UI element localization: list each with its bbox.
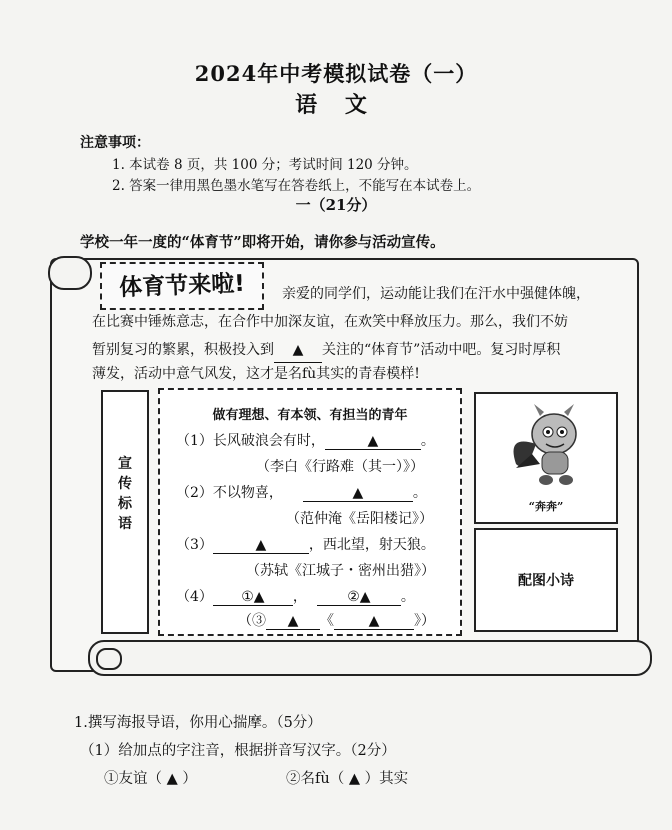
- poster-para-line-1: 亲爱的同学们，运动能让我们在汗水中强健体魄，: [282, 286, 590, 302]
- fill-q4-source: [238, 610, 435, 630]
- slogan-char-1: 宣: [118, 456, 132, 472]
- poster-para-line-2: 在比赛中锤炼意志，在合作中加深友谊，在欢笑中释放压力。那么，我们不妨: [92, 314, 568, 330]
- para-blank[interactable]: ▲: [274, 338, 322, 363]
- slogan-label: [103, 454, 147, 534]
- mascot-image-box: [474, 392, 618, 524]
- notice-item-1: 1. 本试卷 8 页，共 100 分；考试时间 120 分钟。: [112, 157, 418, 173]
- fill-q4-src-open: （③: [238, 613, 266, 629]
- fill-q2: [176, 482, 427, 502]
- slogan-char-3: 标: [118, 496, 132, 512]
- slogan-char-4: 语: [118, 516, 132, 532]
- question-1-1: （1）给加点的字注音，根据拼音写汉字。（2分）: [80, 743, 396, 759]
- fill-q4-author-blank[interactable]: ▲: [266, 613, 320, 630]
- fill-q3-text: （3）: [176, 537, 213, 553]
- fill-box-heading: 做有理想、有本领、有担当的青年: [212, 408, 408, 423]
- banner-text: 体育节来啦!: [118, 270, 246, 302]
- scroll-roll-bottom-icon: [88, 640, 652, 676]
- fill-q3-source: （苏轼《江城子・密州出猎》）: [246, 563, 435, 579]
- fill-q4-book-open: 《: [320, 613, 334, 629]
- fill-q1: [176, 430, 435, 450]
- scroll-roll-top-icon: [48, 256, 92, 290]
- fill-q3-blank[interactable]: ▲: [213, 537, 309, 554]
- poster-para-line-4: 薄发，活动中意气风发，这才是名fù其实的青春模样!: [92, 366, 420, 382]
- fill-q4-comma: ，: [292, 589, 307, 605]
- fill-q4-src-close: 》）: [414, 613, 435, 629]
- poem-box: [474, 528, 618, 632]
- scroll-curl-icon: [96, 648, 122, 670]
- para-part-b: 关注的“体育节”活动中吧。复习时厚积: [322, 342, 561, 358]
- poem-label: 配图小诗: [518, 573, 574, 589]
- fill-q2-source: （范仲淹《岳阳楼记》）: [286, 511, 433, 527]
- fill-q4-blank-2[interactable]: ②▲: [317, 589, 401, 606]
- fill-q4: [176, 586, 415, 606]
- question-1: 1.撰写海报导语，你用心揣摩。（5分）: [74, 715, 322, 731]
- intro-text: 学校一年一度的“体育节”即将开始，请你参与活动宣传。: [80, 234, 445, 251]
- exam-subject: 语 文: [295, 92, 377, 118]
- fill-q4-blank-1[interactable]: ①▲: [213, 589, 293, 606]
- poem-fill-box: [158, 388, 462, 636]
- para-part-a: 暂别复习的繁累，积极投入到: [92, 342, 274, 358]
- question-item-1[interactable]: ①友谊（ ▲ ）: [104, 771, 197, 787]
- fill-q2-text: （2）不以物喜，: [176, 485, 283, 501]
- fill-q2-blank[interactable]: ▲: [303, 485, 413, 502]
- fill-q3-tail: ，西北望，射天狼。: [308, 537, 435, 553]
- fill-q1-text: （1）长风破浪会有时，: [176, 433, 325, 449]
- fill-q3: [176, 534, 435, 554]
- poster-para-line-3: [92, 338, 622, 363]
- question-item-2[interactable]: ②名fù（ ▲ ）其实: [286, 771, 409, 787]
- fill-q1-source: （李白《行路难（其一）》）: [256, 459, 424, 475]
- fill-q4-end: 。: [400, 589, 415, 605]
- fill-q4-text: （4）: [176, 589, 213, 605]
- notice-item-2: 2. 答案一律用黑色墨水笔写在答卷纸上，不能写在本试卷上。: [112, 178, 481, 194]
- fill-q1-blank[interactable]: ▲: [325, 433, 421, 450]
- mascot-caption: “奔奔”: [528, 500, 564, 513]
- fill-q4-title-blank[interactable]: ▲: [334, 613, 414, 630]
- fill-q2-end: 。: [412, 485, 427, 501]
- exam-title: 2024年中考模拟试卷（一）: [194, 61, 478, 86]
- notice-heading: 注意事项：: [80, 135, 150, 151]
- section-heading: 一（21分）: [295, 196, 377, 214]
- slogan-char-2: 传: [118, 476, 132, 492]
- dragon-mascot-icon: [476, 394, 616, 494]
- slogan-box: [101, 390, 149, 634]
- poster-banner: [100, 262, 264, 310]
- fill-q1-end: 。: [420, 433, 435, 449]
